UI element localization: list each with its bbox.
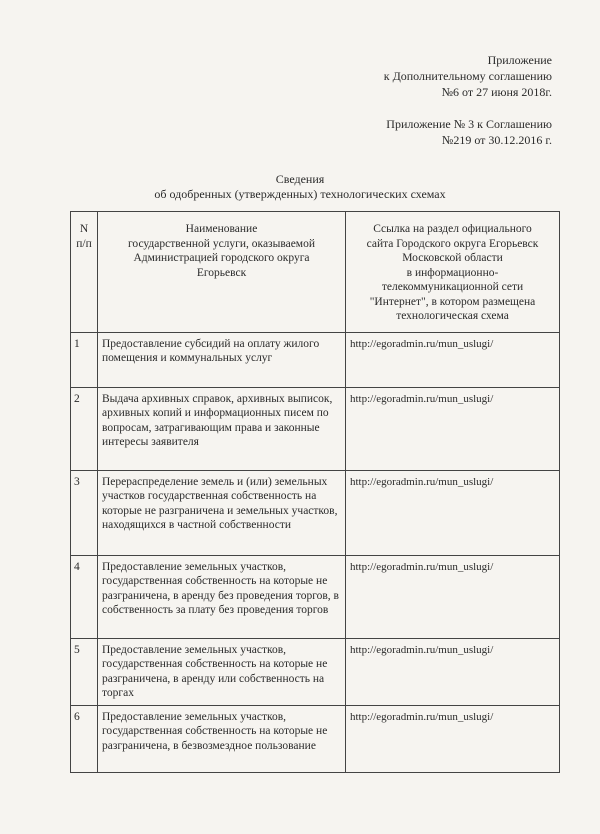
appendix3-label: Приложение № 3 к Соглашению	[386, 117, 552, 131]
row-number: 3	[71, 470, 98, 555]
appendix-label: Приложение	[487, 53, 552, 67]
column-header-service-name: Наименование государственной услуги, оказываемой Администрацией городского округа Егорьевск	[98, 212, 346, 333]
row-number: 2	[71, 387, 98, 470]
service-name: Предоставление земельных участков, государственная собственность на которые не разграничена, в аренду или собственность на торгах	[98, 638, 346, 705]
agreement-number: №6 от 27 июня 2018г.	[441, 85, 552, 99]
column-header-number: N п/п	[71, 212, 98, 333]
service-link[interactable]: http://egoradmin.ru/mun_uslugi/	[346, 638, 560, 705]
table-header-row	[71, 212, 560, 333]
schemes-table	[70, 211, 560, 773]
service-name: Выдача архивных справок, архивных выписок, архивных копий и информационных писем по вопросам, затрагивающим права и законные интересы заявителя	[98, 387, 346, 470]
row-number: 1	[71, 332, 98, 387]
service-link[interactable]: http://egoradmin.ru/mun_uslugi/	[346, 555, 560, 638]
service-name: Перераспределение земель и (или) земельных участков государственная собственность на которые не разграничена и земельных участков, находящихся в частной собственности	[98, 470, 346, 555]
table-row	[71, 638, 560, 705]
table-row	[71, 387, 560, 470]
service-link[interactable]: http://egoradmin.ru/mun_uslugi/	[346, 470, 560, 555]
service-name: Предоставление субсидий на оплату жилого помещения и коммунальных услуг	[98, 332, 346, 387]
column-header-link: Ссылка на раздел официального сайта Городского округа Егорьевск Московской области в информационно- телекоммуникационной сети "Интернет", в котором размещена технологическая схема	[346, 212, 560, 333]
row-number: 6	[71, 705, 98, 772]
document-title	[0, 172, 600, 202]
service-link[interactable]: http://egoradmin.ru/mun_uslugi/	[346, 332, 560, 387]
appendix3-number: №219 от 30.12.2016 г.	[441, 133, 552, 147]
to-agreement-label: к Дополнительному соглашению	[383, 69, 552, 83]
title-line-2: об одобренных (утвержденных) технологических схемах	[154, 187, 446, 201]
table-row	[71, 555, 560, 638]
row-number: 5	[71, 638, 98, 705]
service-link[interactable]: http://egoradmin.ru/mun_uslugi/	[346, 705, 560, 772]
table-row	[71, 332, 560, 387]
title-line-1: Сведения	[275, 172, 325, 186]
table-row	[71, 470, 560, 555]
service-link[interactable]: http://egoradmin.ru/mun_uslugi/	[346, 387, 560, 470]
table-row	[71, 705, 560, 772]
service-name: Предоставление земельных участков, государственная собственность на которые не разграничена, в безвозмездное пользование	[98, 705, 346, 772]
service-name: Предоставление земельных участков, государственная собственность на которые не разграничена, в аренду без проведения торгов, в собственность за плату без проведения торгов	[98, 555, 346, 638]
row-number: 4	[71, 555, 98, 638]
appendix-header	[384, 52, 552, 100]
appendix3-header	[386, 116, 552, 148]
